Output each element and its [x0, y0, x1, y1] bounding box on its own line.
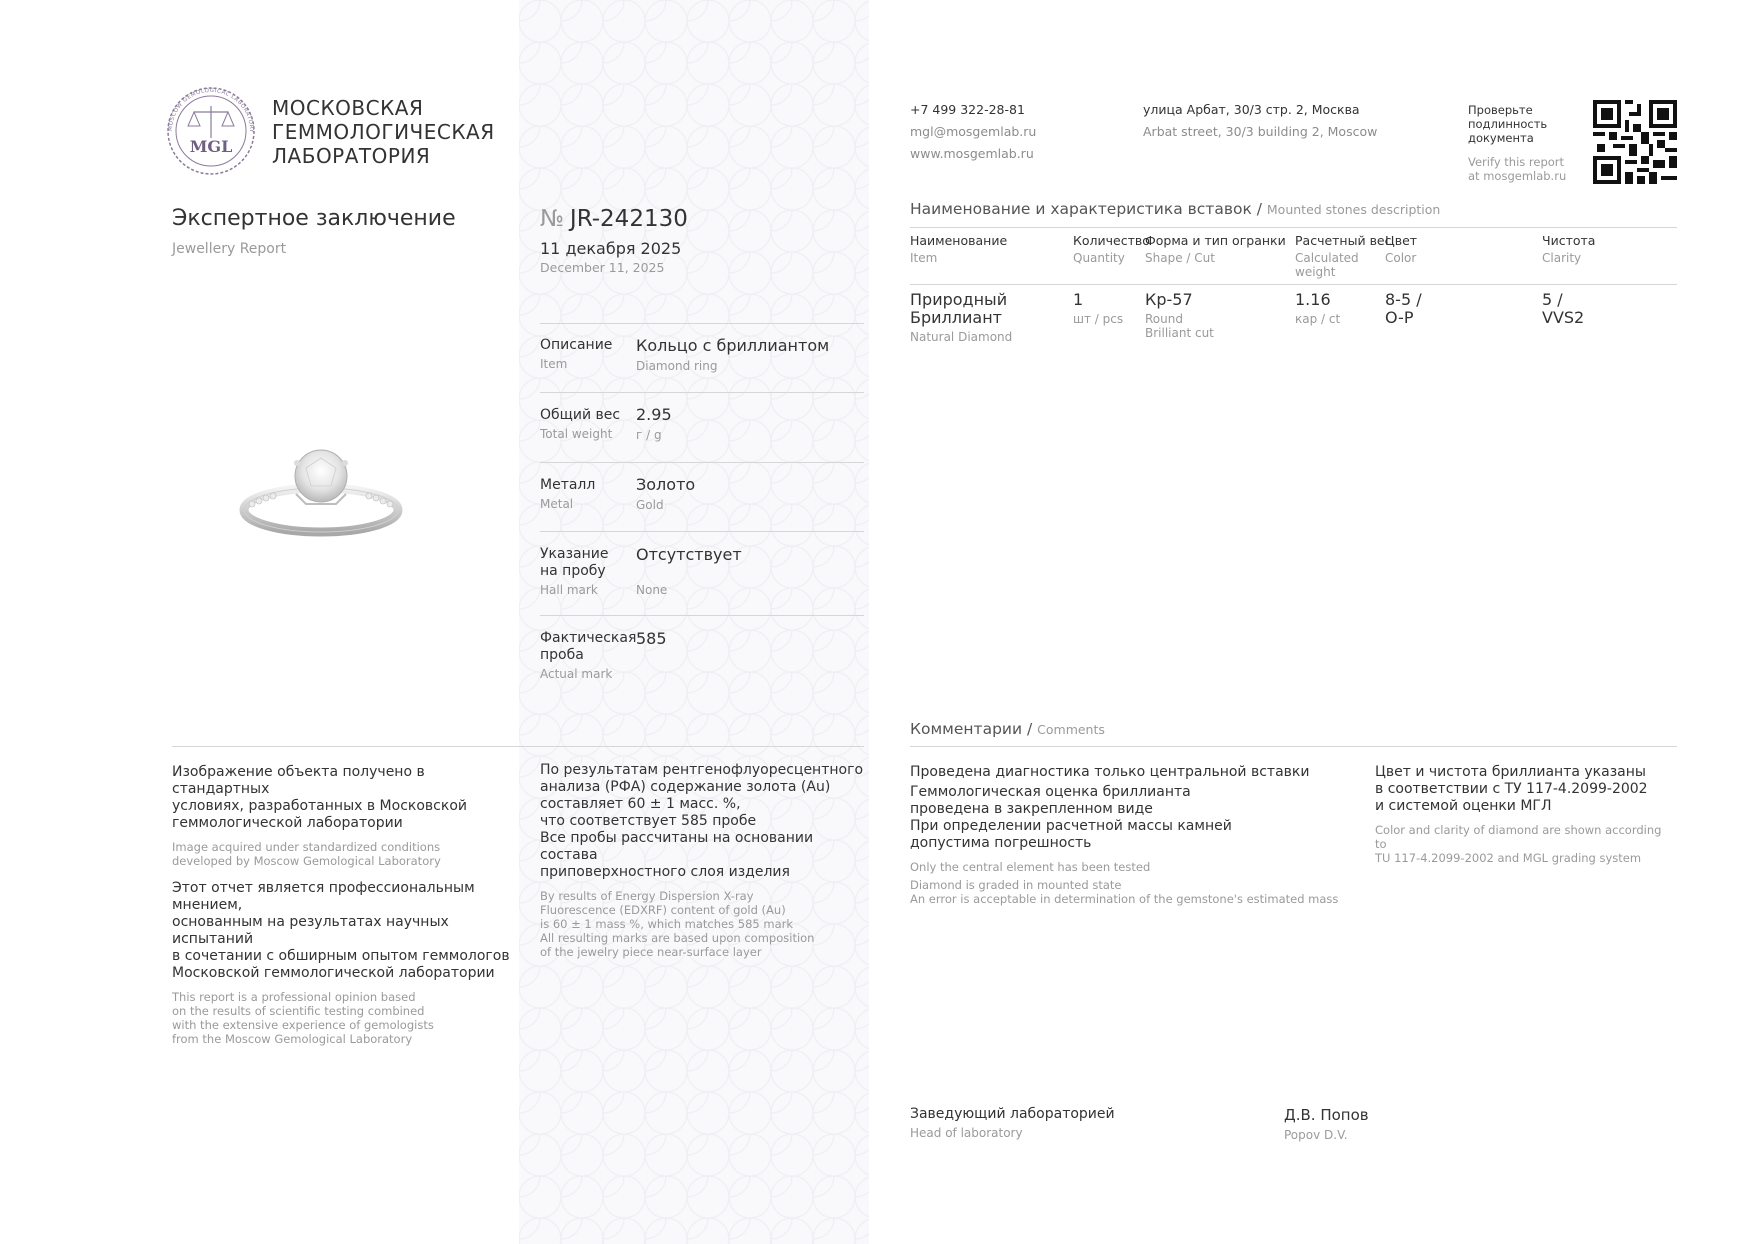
mgl-logo	[166, 86, 256, 176]
stone-weight-unit: кар / ct	[1295, 312, 1341, 326]
prop-value: 585	[636, 629, 667, 648]
prop-label: Металл	[540, 477, 596, 493]
stone-item	[910, 291, 1012, 344]
stone-shape-en: Round Brilliant cut	[1145, 312, 1214, 340]
prop-label-en: Total weight	[540, 427, 613, 441]
stone-color-value: 8-5 / O-P	[1385, 290, 1422, 327]
stone-color	[1385, 291, 1422, 327]
note-en: This report is a professional opinion based on the results of scientific testing combined with the extensive experience of gemologists from the Moscow Gemological Laboratory	[172, 990, 434, 1046]
prop-description-value	[636, 336, 829, 373]
col-header-shape	[1145, 233, 1286, 265]
note-ru: Этот отчет является профессиональным мнением, основанным на результатах научных испытаний в сочетании с обширным опытом геммологов Московской геммологической лаборатории	[172, 880, 510, 981]
prop-value: Отсутствует	[636, 545, 742, 564]
divider	[172, 746, 864, 747]
prop-total-weight	[540, 407, 620, 441]
note-en: By results of Energy Dispersion X-ray Fluorescence (EDXRF) content of gold (Au) is 60 ± 1 mass %, which matches 585 mark All resulting marks are based upon composition of the jewelry piece near-surface layer	[540, 889, 815, 959]
prop-total-weight-value	[636, 405, 672, 442]
prop-value-en: Gold	[636, 498, 664, 512]
prop-value: Золото	[636, 475, 696, 494]
stones-heading: Наименование и характеристика вставок / Mounted stones description	[910, 200, 1441, 218]
prop-actual-mark	[540, 630, 636, 681]
col-header-ru: Наименование	[910, 233, 1008, 248]
col-header-ru: Расчетный вес	[1295, 233, 1392, 248]
verify-en: Verify this report at mosgemlab.ru	[1468, 155, 1567, 183]
prop-label-en: Metal	[540, 497, 574, 511]
prop-label-en: Item	[540, 357, 568, 371]
comments-heading-ru: Комментарии	[910, 720, 1023, 738]
stone-quantity	[1073, 291, 1123, 326]
address-ru: улица Арбат, 30/3 стр. 2, Москва	[1143, 102, 1360, 117]
prop-label: Общий вес	[540, 407, 621, 423]
col-header-weight	[1295, 233, 1392, 279]
prop-metal	[540, 477, 595, 511]
stone-weight-value: 1.16	[1295, 290, 1331, 309]
col-header-en: Calculated weight	[1295, 251, 1359, 279]
comment-en: Color and clarity of diamond are shown according to TU 117-4.2099-2002 and MGL grading system	[1375, 823, 1662, 865]
prop-description	[540, 337, 612, 371]
comments-heading-en: Comments	[1037, 722, 1105, 737]
note-xrf-analysis	[540, 762, 870, 959]
stones-heading-ru: Наименование и характеристика вставок	[910, 200, 1252, 218]
stone-qty-value: 1	[1073, 290, 1084, 309]
verify-block	[1468, 103, 1566, 183]
col-header-color	[1385, 233, 1417, 265]
divider	[910, 227, 1677, 228]
comment-en: Only the central element has been tested	[910, 860, 1151, 874]
prop-actual-mark-value	[636, 629, 667, 648]
ring-photo	[236, 446, 406, 546]
col-header-en: Item	[910, 251, 938, 265]
comment-right	[1375, 764, 1675, 865]
prop-value-en: г / g	[636, 428, 662, 442]
address-block	[1143, 99, 1377, 143]
divider	[540, 392, 864, 393]
col-header-quantity	[1073, 233, 1150, 265]
address-en: Arbat street, 30/3 building 2, Moscow	[1143, 124, 1378, 139]
comment-ru: Цвет и чистота бриллианта указаны в соответствии с ТУ 117-4.2099-2002 и системой оценки МГЛ	[1375, 764, 1648, 814]
col-header-ru: Цвет	[1385, 233, 1418, 248]
prop-value-en: Diamond ring	[636, 359, 718, 373]
divider	[540, 323, 864, 324]
qr-code[interactable]	[1593, 100, 1677, 184]
report-title: Экспертное заключение	[172, 206, 456, 231]
stone-clarity	[1542, 291, 1584, 327]
col-header-item	[910, 233, 1007, 265]
signature-role-ru: Заведующий лабораторией	[910, 1106, 1115, 1122]
col-header-en: Quantity	[1073, 251, 1125, 265]
report-title-en: Jewellery Report	[172, 241, 287, 257]
signature-name	[1284, 1106, 1369, 1142]
prop-value-en: None	[636, 583, 668, 597]
col-header-en: Color	[1385, 251, 1417, 265]
signature-name-ru: Д.В. Попов	[1284, 1106, 1369, 1124]
prop-value: 2.95	[636, 405, 672, 424]
signature-role	[910, 1106, 1115, 1140]
comment-left	[910, 764, 1350, 906]
divider	[910, 284, 1677, 285]
note-image-conditions	[172, 764, 502, 868]
report-number-value: JR-242130	[569, 206, 688, 232]
verify-ru: Проверьте подлинность документа	[1468, 103, 1548, 145]
report-number	[540, 206, 688, 232]
stone-weight	[1295, 291, 1340, 326]
col-header-clarity	[1542, 233, 1595, 265]
prop-value: Кольцо с бриллиантом	[636, 336, 830, 355]
phone: +7 499 322-28-81	[910, 102, 1025, 117]
stone-item-en: Natural Diamond	[910, 330, 1013, 344]
comment-ru: Геммологическая оценка бриллианта проведена в закрепленном виде При определении расчетной массы камней допустима погрешность	[910, 784, 1232, 851]
prop-metal-value	[636, 475, 695, 512]
stone-shape	[1145, 291, 1214, 340]
prop-label: Фактическая проба	[540, 630, 637, 663]
stone-qty-unit: шт / pcs	[1073, 312, 1124, 326]
divider	[540, 531, 864, 532]
col-header-en: Shape / Cut	[1145, 251, 1215, 265]
logo-text: MGL	[189, 137, 233, 156]
prop-label: Описание	[540, 337, 613, 353]
stones-heading-en: Mounted stones description	[1266, 202, 1441, 217]
col-header-en: Clarity	[1542, 251, 1582, 265]
col-header-ru: Форма и тип огранки	[1145, 233, 1286, 248]
stone-clarity-value: 5 / VVS2	[1542, 290, 1585, 327]
divider	[540, 615, 864, 616]
comments-heading: Комментарии / Comments	[910, 720, 1105, 738]
report-date: 11 декабря 2025	[540, 239, 682, 258]
prop-hallmark	[540, 546, 608, 597]
comment-ru: Проведена диагностика только центральной вставки	[910, 764, 1310, 780]
signature-name-en: Popov D.V.	[1284, 1128, 1348, 1142]
note-ru: По результатам рентгенофлуоресцентного анализа (РФА) содержание золота (Au) составляет 60 ± 1 масс. %, что соответствует 585 пробе Все пробы рассчитаны на основании состава приповерхностного слоя изделия	[540, 762, 864, 880]
email-link[interactable]: mgl@mosgemlab.ru	[910, 124, 1037, 139]
divider	[910, 746, 1677, 747]
prop-label-en: Actual mark	[540, 667, 613, 681]
stone-shape-value: Кр-57	[1145, 290, 1193, 309]
report-date-en: December 11, 2025	[540, 260, 665, 275]
note-ru: Изображение объекта получено в стандартных условиях, разработанных в Московской геммологической лаборатории	[172, 764, 467, 831]
prop-label: Указание на пробу	[540, 546, 609, 579]
logo-ring-text: MOSCOW GEMOLOGICAL LABORATORY	[167, 87, 255, 133]
note-en: Image acquired under standardized conditions developed by Moscow Gemological Laboratory	[172, 840, 441, 868]
comment-en: Diamond is graded in mounted state An error is acceptable in determination of the gemstone's estimated mass	[910, 878, 1339, 906]
stone-item-ru: Природный Бриллиант	[910, 290, 1008, 327]
lab-name: МОСКОВСКАЯ ГЕММОЛОГИЧЕСКАЯ ЛАБОРАТОРИЯ	[272, 96, 495, 168]
number-sign: №	[540, 206, 564, 232]
prop-label-en: Hall mark	[540, 583, 598, 597]
divider	[540, 462, 864, 463]
signature-role-en: Head of laboratory	[910, 1126, 1023, 1140]
note-professional-opinion	[172, 880, 512, 1046]
website-link[interactable]: www.mosgemlab.ru	[910, 146, 1034, 161]
decorative-pattern-band	[519, 0, 869, 1244]
prop-hallmark-value	[636, 545, 742, 597]
contact-block	[910, 99, 1036, 165]
col-header-ru: Количество	[1073, 233, 1150, 248]
col-header-ru: Чистота	[1542, 233, 1596, 248]
